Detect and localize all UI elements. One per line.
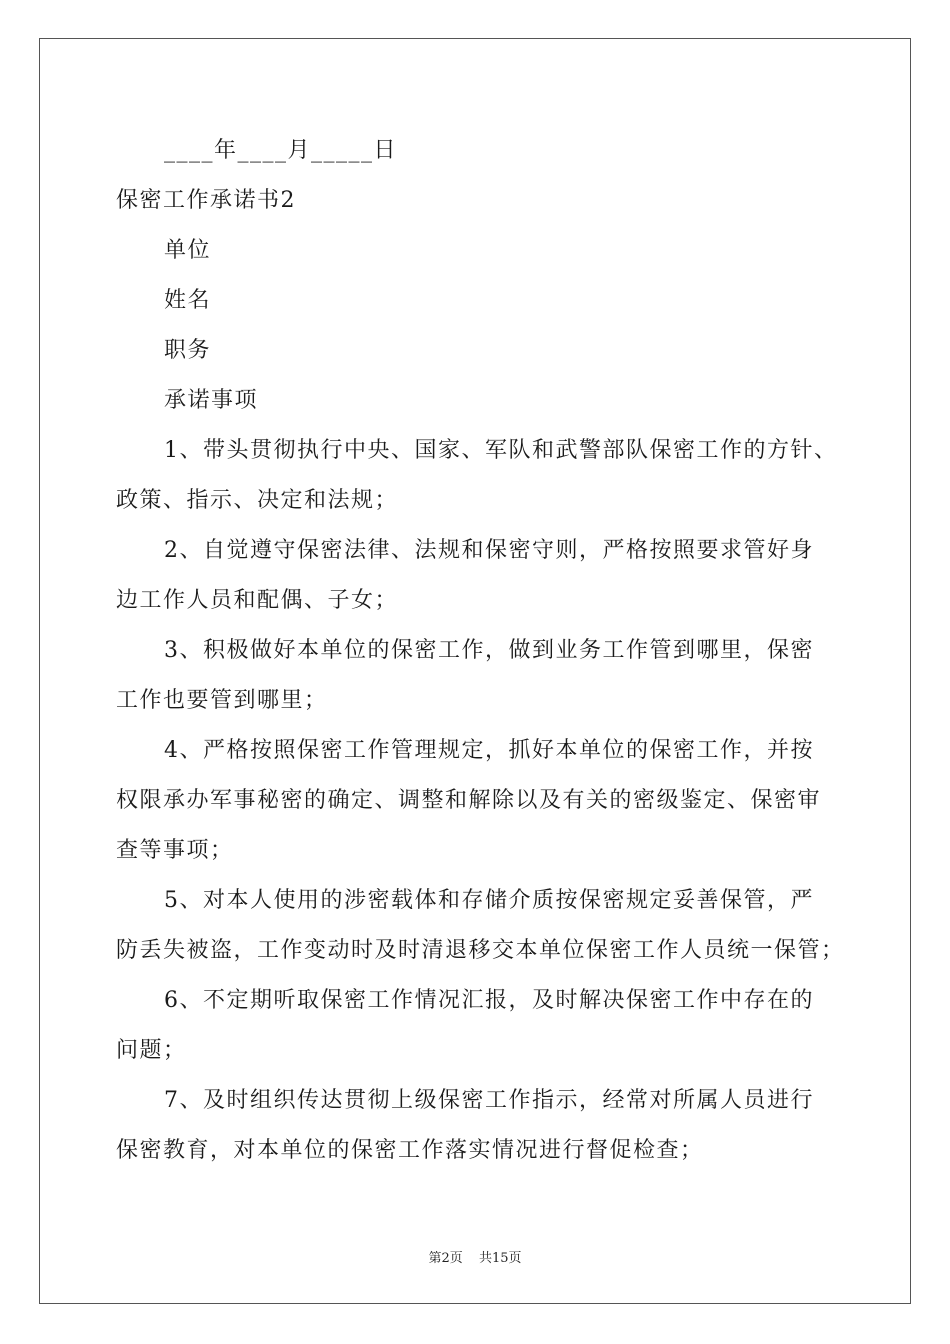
field-commitments: 承诺事项 bbox=[164, 388, 259, 413]
page-number: 第2页 bbox=[428, 1251, 463, 1266]
page-footer bbox=[0, 1247, 950, 1266]
item-line: 3、积极做好本单位的保密工作，做到业务工作管到哪里，保密 bbox=[164, 638, 814, 663]
item-line: 2、自觉遵守保密法律、法规和保密守则，严格按照要求管好身 bbox=[164, 538, 814, 563]
item-line: 保密教育，对本单位的保密工作落实情况进行督促检查； bbox=[116, 1138, 704, 1163]
commitment-item-5 bbox=[116, 876, 848, 976]
item-line: 1、带头贯彻执行中央、国家、军队和武警部队保密工作的方针、 bbox=[164, 438, 838, 463]
item-line: 查等事项； bbox=[116, 838, 234, 863]
item-line: 6、不定期听取保密工作情况汇报，及时解决保密工作中存在的 bbox=[164, 988, 814, 1013]
item-line: 工作也要管到哪里； bbox=[116, 688, 328, 713]
field-position: 职务 bbox=[164, 338, 212, 363]
commitment-item-7 bbox=[116, 1076, 848, 1176]
item-line: 权限承办军事秘密的确定、调整和解除以及有关的密级鉴定、保密审 bbox=[116, 788, 822, 813]
commitment-item-4 bbox=[116, 726, 848, 876]
item-line: 4、严格按照保密工作管理规定，抓好本单位的保密工作，并按 bbox=[164, 738, 814, 763]
item-line: 5、对本人使用的涉密载体和存储介质按保密规定妥善保管，严 bbox=[164, 888, 814, 913]
page-total: 共15页 bbox=[478, 1251, 522, 1266]
commitment-item-6 bbox=[116, 976, 848, 1076]
commitment-item-1 bbox=[116, 426, 848, 526]
field-name: 姓名 bbox=[164, 288, 212, 313]
item-line: 政策、指示、决定和法规； bbox=[116, 488, 399, 513]
item-line: 7、及时组织传达贯彻上级保密工作指示，经常对所属人员进行 bbox=[164, 1088, 814, 1113]
document-title: 保密工作承诺书2 bbox=[116, 188, 296, 213]
item-line: 问题； bbox=[116, 1038, 187, 1063]
commitment-item-2 bbox=[116, 526, 848, 626]
field-unit: 单位 bbox=[164, 238, 212, 263]
item-line: 防丢失被盗，工作变动时及时清退移交本单位保密工作人员统一保管； bbox=[116, 938, 845, 963]
commitment-item-3 bbox=[116, 626, 848, 726]
item-line: 边工作人员和配偶、子女； bbox=[116, 588, 399, 613]
date-line: ____年____月_____日 bbox=[164, 138, 398, 163]
document-body bbox=[116, 126, 848, 1176]
